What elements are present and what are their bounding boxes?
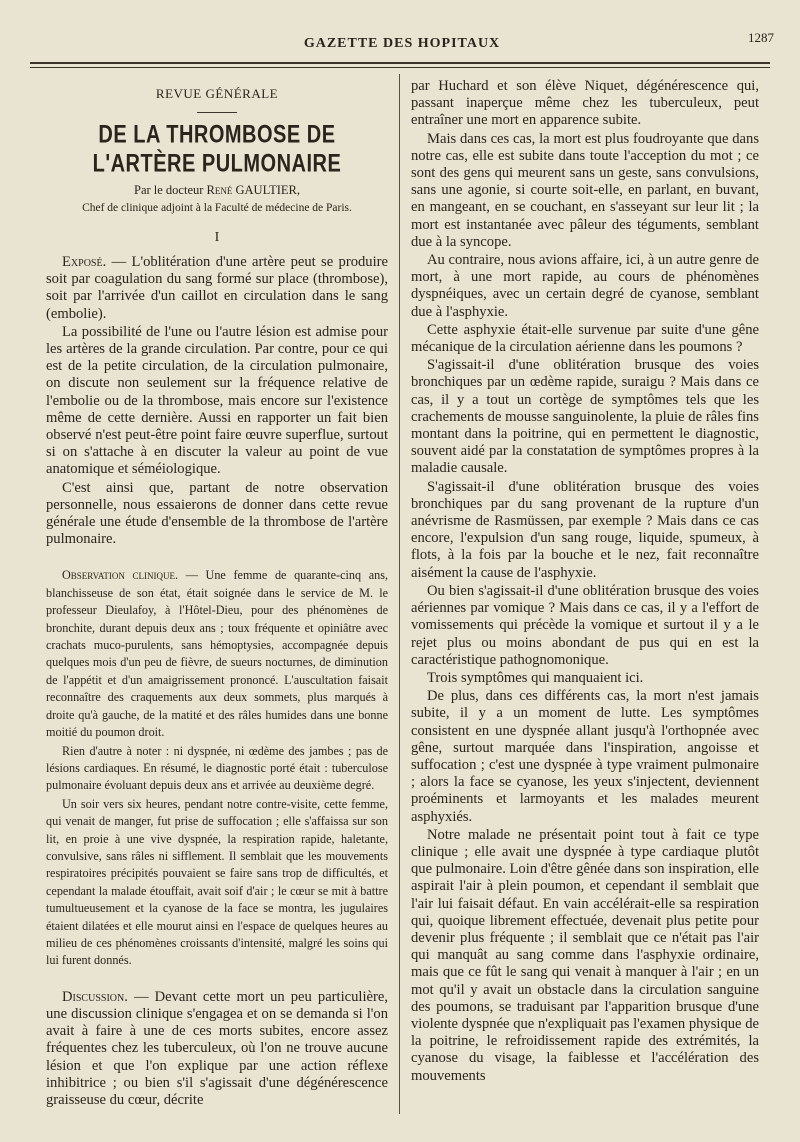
byline-prefix: Par le docteur — [134, 183, 207, 197]
column-divider — [399, 74, 400, 1114]
discussion-text: — Devant cette mort un peu particulière, une discussion clinique s'engagea et on se demanda si l'on avait à faire à une de ces morts subites, encore assez fréquentes chez les tuberculeux, où l'on ne trouve aucune lésion et que l'on explique par une action réflexe inhibitrice ; ou bien s'il s'agissait d'une dégénérescence graisseuse du cœur, décrite — [46, 988, 388, 1109]
author-affiliation: Chef de clinique adjoint à la Faculté de médecine de Paris. — [82, 202, 352, 214]
section-label: REVUE GÉNÉRALE — [155, 86, 279, 101]
section-rule — [197, 112, 237, 113]
spacer — [46, 971, 388, 989]
discussion-lead: Discussion. — [62, 988, 128, 1005]
paragraph: Ou bien s'agissait-il d'une oblitération brusque des voies aériennes par vomique ? Mais dans ce cas, il y a l'effort de vomissements qui précède la vomique et surtout il y a le rejet plus ou moins abondant de pus qui en est la caractéristique pathognomonique. — [411, 582, 759, 668]
header-rule-thin — [30, 67, 770, 68]
spacer — [46, 549, 388, 567]
paragraph: Notre malade ne présentait point tout à fait ce type clinique ; elle avait une dyspnée à type cardiaque plutôt que pulmonaire. Loin d'être gênée dans son inspiration, elle aspirait l'air à plein poumon, et cependant il semblait que l'air lui faisait défaut. En vain accélérait-elle sa respiration qui, quoique librement effectuée, devenait plus petite pour devenir plus fréquente ; il semblait que ce n'était pas l'air qui manquât au sang comme dans l'asphyxie ordinaire, mais que ce fût le sang qui venait à manquer à l'air ; en un mot qu'il y avait un obstacle dans la circulation sanguine des poumons, se traduisant par l'apparition brusque d'une violente dyspnée que n'expliquait pas l'examen physique de la poitrine, le refroidissement rapide des extrémités, la cyanose du visage, la faiblesse et l'accélération des mouvements — [411, 826, 759, 1084]
author-name: René GAULTIER, — [206, 183, 300, 197]
paragraph: Trois symptômes qui manquaient ici. — [427, 669, 644, 686]
byline — [46, 183, 388, 198]
page-number: 1287 — [748, 30, 774, 45]
observation-text: — Une femme de quarante-cinq ans, blanchisseuse de son état, était soignée dans le service de M. le professeur Dieulafoy, à l'Hôtel-Dieu, pour des phénomènes de bronchite, durant depuis deux ans ; toux fréquente et opiniâtre avec crachats muco-purulents, sans hémoptysies, accompagnée depuis quelques mois d'un peu de fièvre, de sueurs nocturnes, de diminution de l'appétit et d'un amaigrissement prononcé. L'auscultation faisait reconnaître des craquements aux deux sommets, plus marqués à droite qu'à gauche, de la matité et des râles humides dans une bonne moitié du poumon droit. — [46, 568, 388, 740]
part-number: I — [214, 230, 220, 245]
header-rule-thick — [30, 62, 770, 64]
paragraph: La possibilité de l'une ou l'autre lésion est admise pour les artères de la grande circulation. Par contre, pour ce qui est de la petite circulation, de la circulation pulmonaire, on discute non seulement sur la fréquence relative de l'embolie ou de la thrombose, mais encore sur l'existence même de cette dernière. Aussi en rapporter un fait bien observé n'est peut-être point faire œuvre superflue, surtout si on s'attache à en discuter la valeur au point de vue anatomique et séméiologique. — [46, 323, 388, 478]
running-title: GAZETTE DES HOPITAUX — [303, 36, 501, 51]
paragraph: Un soir vers six heures, pendant notre contre-visite, cette femme, qui venait de manger, fut prise de suffocation ; elle s'affaissa sur son lit, en proie à une vive dyspnée, la respiration rapide, haletante, convulsive, sans râles ni sifflement. Il semblait que les mouvements respiratoires précipités pouvaient se faire sans trop de difficultés, et cependant la malade étouffait, avait soif d'air ; le cœur se mit à battre tumultueusement et la cyanose de la face se montra, les jugulaires étaient dilatées et elle mourut ainsi en l'espace de quelques heures au milieu de ces phénomènes croissants d'intensité, malgré les soins qui lui furent donnés. — [46, 796, 388, 968]
paragraph-expose — [46, 254, 388, 323]
page-header — [44, 28, 774, 66]
paragraph: S'agissait-il d'une oblitération brusque des voies bronchiques par un œdème rapide, suraigu ? Mais dans ce cas, il y a tout un cortège de symptômes tels que les crachements de mousse sanguinolente, la pluie de râles fins montant dans la poitrine, qui en permettent le diagnostic, souvent aidé par la constatation de symptômes propres à la maladie causale. — [411, 357, 759, 477]
paragraph: S'agissait-il d'une oblitération brusque des voies bronchiques par du sang provenant de la rupture d'un anévrisme de Rasmüssen, par exemple ? Mais dans ce cas encore, l'expulsion d'un sang rouge, liquide, spumeux, à flots, à la fois par la bouche et le nez, fait reconnaître aisément la cause de l'asphyxie. — [411, 478, 759, 581]
paragraph: Mais dans ces cas, la mort est plus foudroyante que dans notre cas, elle est subite dans toute l'acception du mot ; ce sont des gens qui meurent sans un geste, sans convulsions, sans une agonie, si courte soit-elle, en parlant, en buvant, en mangeant, en se couchant, en s'asseyant sur leur lit ; la mort est instantanée avec pâleur des téguments, semblant due à la syncope. — [411, 130, 759, 250]
paragraph-discussion — [46, 989, 388, 1109]
observation-lead: Observation clinique. — [62, 568, 179, 583]
paragraph: Au contraire, nous avions affaire, ici, à un autre genre de mort, à une mort rapide, au cours de phénomènes dyspnéiques, avec un certain degré de cyanose, semblant due à l'asphyxie. — [411, 252, 759, 320]
paragraph: De plus, dans ces différents cas, la mort n'est jamais subite, il y a un moment de lutte. Les symptômes consistent en une dyspnée allant jusqu'à l'orthopnée avec gêne, surtout marquée dans l'inspiration, angoisse et suffocation ; c'est une dyspnée à type vraiment pulmonaire ; alors la face se cyanose, les yeux s'injectent, deviennent proéminents et larmoyants et les malades meurent asphyxiés. — [411, 688, 759, 825]
paragraph: C'est ainsi que, partant de notre observation personnelle, nous essaierons de donner dans cette revue générale une étude d'ensemble de la thrombose de l'artère pulmonaire. — [46, 479, 388, 548]
paragraph-continued: par Huchard et son élève Niquet, dégénérescence qui, passant inaperçue même chez les tuberculeux, peut entraîner une mort en apparence subite. — [411, 78, 759, 129]
article-title: DE LA THROMBOSE DE L'ARTÈRE PULMONAIRE — [92, 121, 342, 178]
paragraph: Cette asphyxie était-elle survenue par suite d'une gêne mécanique de la circulation aérienne dans les poumons ? — [411, 321, 759, 356]
expose-text: — L'oblitération d'une artère peut se produire soit par coagulation du sang formé sur place (thrombose), soit par l'arrivée d'un caillot en circulation dans le sang (embolie). — [46, 254, 388, 322]
paragraph-observation — [46, 567, 388, 741]
paragraph: Rien d'autre à noter : ni dyspnée, ni œdème des jambes ; pas de lésions cardiaques. En résumé, le diagnostic porté était : tuberculose pulmonaire évoluant depuis deux ans et arrivée au deuxième degré. — [46, 743, 388, 793]
left-column — [46, 78, 388, 1110]
right-column — [411, 78, 759, 1086]
expose-lead: Exposé. — [62, 254, 107, 270]
